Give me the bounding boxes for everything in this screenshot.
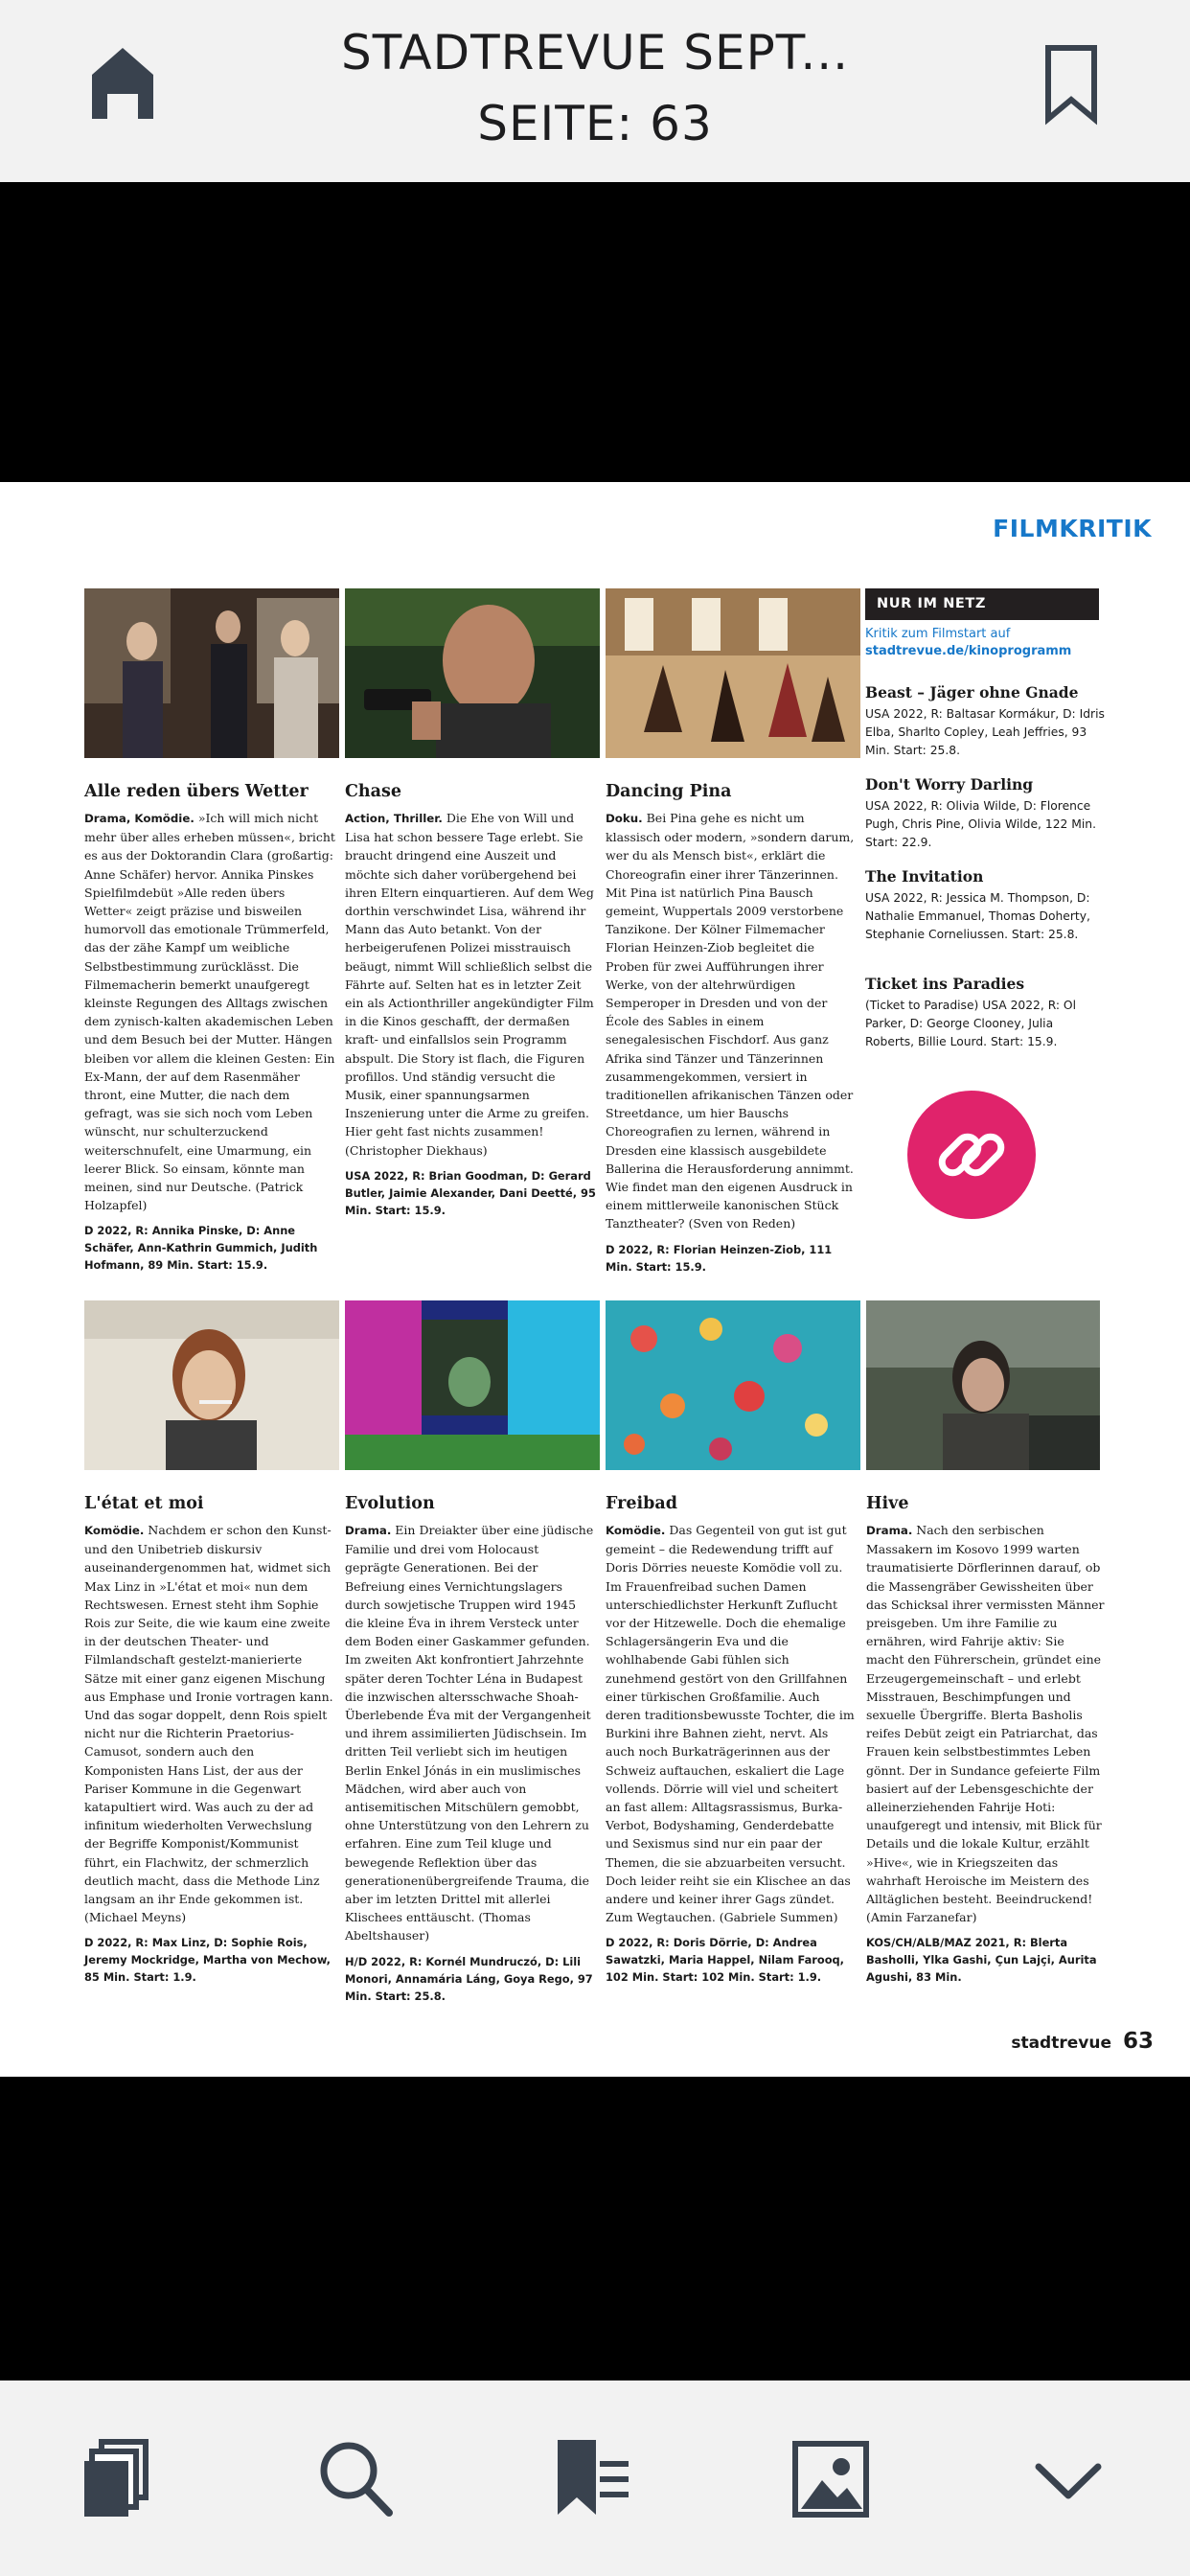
photo-chase (345, 588, 600, 758)
bookmark-icon (1035, 42, 1108, 128)
sidebar-item (865, 775, 1105, 852)
article-body (866, 1521, 1106, 1926)
photo-evolution (345, 1300, 600, 1470)
article-chase (345, 781, 596, 1219)
article-evolution (345, 1493, 596, 2005)
article-credits: D 2022, R: Florian Heinzen-Ziob, 111 Min. Start: 15.9. (606, 1242, 833, 1274)
bottom-toolbar (0, 2380, 1190, 2576)
online-url-link[interactable]: stadtrevue.de/kinoprogramm (865, 644, 1072, 658)
sidebar-item (865, 867, 1105, 944)
article-genre: Drama, Komödie. (84, 812, 195, 825)
article-title: L'état et moi (84, 1494, 204, 1513)
article-title: Hive (866, 1494, 909, 1513)
link-icon (907, 1091, 1036, 1219)
online-intro-text: Kritik zum Filmstart auf (865, 627, 1011, 641)
photo-dancing-pina (606, 588, 860, 758)
page-footer (1011, 2029, 1154, 2054)
sidebar-item-title: Don't Worry Darling (865, 775, 1034, 794)
article-genre: Action, Thriller. (345, 812, 443, 825)
article-letat-et-moi (84, 1493, 335, 1986)
photo-alle-reden (84, 588, 339, 758)
article-text: Das Gegenteil von gut ist gut gemeint – die Redewendung trifft auf Doris Dörries neueste Komödie voll zu. Im Frauenfreibad suchen Damen unterschiedlichster Herkunft Zuflucht vor der Hitzewelle. Doch die ehemalige Schlagersängerin Eva und die wohlhabende Gabi fühlen sich zunehmend gestört von den Grillfahnen einer türkischen Großfamilie. Auch deren traditionsbewusste Tochter, die im Burkini ihre Bahnen zieht, nervt. Als auch noch Burkaträgerinnen aus der Schweiz auftauchen, eskaliert die Lage vollends. Dörrie will viel und scheitert an fast allem: Alltagsrassismus, Burka-Verbot, Bodyshaming, Genderdebatte und Sexismus sind nur ein paar der Themen, die sie abzuarbeiten versucht. Doch leider reiht sie ein Klischee an das andere und keiner ihrer Gags zündet. Zum Wegtauchen. (Gabriele Summen) (606, 1523, 855, 1925)
web-link-badge[interactable] (907, 1091, 1036, 1219)
sidebar-item-info: (Ticket to Paradise) USA 2022, R: Ol Parker, D: George Clooney, Julia Roberts, Billie Lourd. Start: 15.9. (865, 999, 1077, 1048)
document-title-line1: STADTREVUE SEPT... (340, 25, 850, 80)
pages-button[interactable] (75, 2436, 161, 2522)
sidebar-item-info: USA 2022, R: Jessica M. Thompson, D: Nathalie Emmanuel, Thomas Doherty, Stephanie Corneliussen. Start: 25.8. (865, 891, 1090, 941)
article-text: Nach den serbischen Massakern im Kosovo 1999 warten traumatisierte Dörflerinnen darauf, ob die Massengräber Gewissheiten über das Schicksal ihrer vermissten Männer preisgeben. Um ihre Familie zu ernähren, wird Fahrije aktiv: Sie macht den Führerschein, gründet eine Erzeugergemeinschaft – und erlebt Misstrauen, Beschimpfungen und sexuelle Übergriffe. Blerta Basholis reifes Debüt zeigt ein Patriarchat, das Frauen kein selbstbestimmtes Leben gönnt. Der in Sundance gefeierte Film basiert auf der Lebensgeschichte der alleinerziehenden Fahrije Hoti: unaufgeregt und intensiv, mit Blick für Details und die lokale Kultur, erzählt »Hive«, wie in Kriegszeiten das wahrhaft Heroische im Meistern des Alltäglichen besteht. Beeindruckend! (Amin Farzanefar) (866, 1523, 1105, 1925)
footer-page-number: 63 (1122, 2029, 1154, 2054)
article-title: Dancing Pina (606, 782, 732, 801)
document-title (240, 17, 950, 159)
article-text: »Ich will mich nicht mehr über alles erheben müssen«, bricht es aus der Doktorandin Clara (großartig: Anne Schäfer) hervor. Annika Pinskes Spielfilmdebüt »Alle reden übers Wetter« zeigt präzise und bisweilen humorvoll das emotionale Trümmerfeld, das der zähe Kampf um weibliche Selbstbestimmung zurücklässt. Die Filmemacherin bemerkt unaufgeregt kleinste Regungen des Alltags zwischen dem zynisch-kalten akademischen Leben und dem Besuch bei der Mutter. Hängen bleiben vor allem die kleinen Gesten: Ein Ex-Mann, der auf dem Rasenmäher thront, eine Mutter, die nach dem gefragt, was sie sich noch vom Leben wünscht, nur schulterzuckend weiterschnufelt, eine Umarmung, ein leerer Blick. So einsam, könnte man meinen, sind nur Deutsche. (Patrick Holzapfel) (84, 811, 335, 1213)
article-genre: Doku. (606, 812, 643, 825)
article-dancing-pina (606, 781, 857, 1276)
photo-hive (866, 1300, 1100, 1470)
article-freibad (606, 1493, 857, 1986)
article-title: Freibad (606, 1494, 677, 1513)
sidebar-item-title: Beast – Jäger ohne Gnade (865, 683, 1079, 702)
pages-icon (75, 2436, 161, 2522)
top-bar (0, 0, 1190, 182)
article-credits: KOS/CH/ALB/MAZ 2021, R: Blerta Basholli, Ylka Gashi, Çun Lajçi, Aurita Agushi, 83 Min. (866, 1936, 1097, 1985)
article-title: Evolution (345, 1494, 435, 1513)
article-credits: D 2022, R: Max Linz, D: Sophie Rois, Jeremy Mockridge, Martha von Mechow, 85 Min. Start: 1.9. (84, 1936, 331, 1985)
article-body (345, 1521, 596, 1945)
article-hive (866, 1493, 1106, 1986)
search-button[interactable] (312, 2436, 399, 2522)
image-button[interactable] (788, 2436, 874, 2522)
photo-letat-et-moi (84, 1300, 339, 1470)
bookmark-button[interactable] (1035, 42, 1108, 128)
document-page-indicator: SEITE: 63 (477, 96, 713, 151)
article-body (84, 809, 335, 1214)
article-credits: D 2022, R: Annika Pinske, D: Anne Schäfer, Ann-Kathrin Gummich, Judith Hofmann, 89 Min. Start: 15.9. (84, 1224, 318, 1273)
magazine-page (0, 482, 1190, 2077)
article-body (345, 809, 596, 1160)
article-body (84, 1521, 335, 1926)
home-icon (86, 42, 159, 128)
sidebar-item-title: Ticket ins Paradies (865, 975, 1025, 993)
article-credits: H/D 2022, R: Kornél Mundruczó, D: Lili Monori, Annamária Láng, Goya Rego, 97 Min. Start: 25.8. (345, 1954, 593, 2003)
article-body (606, 809, 857, 1233)
sidebar-item (865, 683, 1105, 760)
article-title: Chase (345, 782, 401, 801)
section-label: FILMKRITIK (993, 515, 1152, 542)
bookmarks-list-button[interactable] (550, 2436, 636, 2522)
footer-brand: stadtrevue (1011, 2034, 1111, 2053)
article-alle-reden (84, 781, 335, 1274)
article-credits: D 2022, R: Doris Dörrie, D: Andrea Sawatzki, Maria Happel, Nilam Farooq, 102 Min. Start: 102 Min. Start: 1.9. (606, 1936, 845, 1985)
sidebar-item (865, 975, 1105, 1051)
photo-freibad (606, 1300, 860, 1470)
online-box-label: NUR IM NETZ (877, 596, 987, 611)
chevron-down-icon (1025, 2436, 1111, 2522)
article-text: Bei Pina gehe es nicht um klassisch oder modern, »sondern darum, wer du als Mensch bist«, erklärt die Choreografin einer ihrer Tänzerinnen. Mit Pina ist natürlich Pina Bausch gemeint, Wuppertals 2009 verstorbene Tanzikone. Der Kölner Filmemacher Florian Heinzen-Ziob begleitet die Proben für zwei Aufführungen ihrer Werke, von der altehrwürdigen Semperoper in Dresden und von der École des Sables in einem senegalesischen Fischdorf. Aus ganz Afrika sind Tänzer und Tänzerinnen zusammengekommen, versiert in traditionellen afrikanischen Tänzen oder Streetdance, um hier Bauschs Choreografien zu lernen, während in Dresden eine klassisch ausgebildete Ballerina die Herausforderung annimmt. Wie findet man den eigenen Ausdruck in einem mittlerweile kanonischen Stück Tanztheater? (Sven von Reden) (606, 811, 855, 1231)
article-genre: Drama. (866, 1524, 913, 1537)
bookmarks-list-icon (550, 2436, 636, 2522)
article-text: Nachdem er schon den Kunst- und den Unibetrieb diskursiv auseinandergenommen hat, widmet sich Max Linz in »L'état et moi« nun dem Rechtswesen. Ernest steht ihm Sophie Rois zur Seite, die wie kaum eine zweite in der deutschen Theater- und Filmlandschaft gestelzt-manierierte Sätze mit einer ganz eigenen Mischung aus Emphase und Ironie vortragen kann. Und das sogar doppelt, denn Rois spielt nicht nur die Richterin Praetorius-Camusot, sondern auch den Komponisten Hans List, der aus der Pariser Kommune in die Gegenwart katapultiert wird. Was auch zu der ad infinitum wiederholten Verwechslung der Begriffe Komponist/Kommunist führt, ein Flachwitz, der schmerzlich deutlich macht, dass die Methode Linz langsam an ihr Ende gekommen ist. (Michael Meyns) (84, 1523, 333, 1925)
sidebar-item-info: USA 2022, R: Baltasar Kormákur, D: Idris Elba, Sharlto Copley, Leah Jeffries, 93 Min. Start: 25.8. (865, 707, 1105, 757)
article-text: Ein Dreiakter über eine jüdische Familie und drei vom Holocaust geprägte Generationen. Bei der Befreiung eines Vernichtungslagers durch sowjetische Truppen wird 1945 die kleine Éva in ihrem Versteck unter dem Boden einer Gaskammer gefunden. Im zweiten Akt konfrontiert Jahrzehnte später deren Tochter Léna in Budapest die inzwischen altersschwache Shoah-Überlebende Éva mit der Vergangenheit und ihrem assimilierten Jüdischsein. Im dritten Teil verliebt sich im heutigen Berlin Enkel Jónás in ein muslimisches Mädchen, wird aber auch von antisemitischen Mitschülern gemobbt, ohne Unterstützung von den Lehrern zu erfahren. Eine zum Teil kluge und bewegende Reflektion über das generationenübergreifende Trauma, die aber im letzten Drittel mit allerlei Klischees enttäuscht. (Thomas Abeltshauser) (345, 1523, 594, 1944)
sidebar-item-info: USA 2022, R: Olivia Wilde, D: Florence Pugh, Chris Pine, Olivia Wilde, 122 Min. Start: 22.9. (865, 799, 1096, 849)
online-intro (865, 626, 1105, 660)
sidebar-item-title: The Invitation (865, 867, 984, 886)
online-box (865, 588, 1099, 620)
search-icon (312, 2436, 399, 2522)
image-icon (788, 2436, 874, 2522)
article-text: Die Ehe von Will und Lisa hat schon bessere Tage erlebt. Sie braucht dringend eine Auszeit und möchte sich daher vorübergehend bei ihren Eltern einquartieren. Auf dem Weg dorthin verschwindet Lisa, während ihr Mann das Auto betankt. Von der herbeigerufenen Polizei misstrauisch beäugt, nimmt Will schließlich selbst die Fährte auf. Selten hat es in letzter Zeit ein als Actionthriller angekündigter Film in die Kinos geschafft, der dermaßen kraft- und einfallslos sein Programm abspult. Die Story ist flach, die Figuren profillos. Und ständig versucht die Musik, einer spannungsarmen Inszenierung unter die Arme zu greifen. Hier geht fast nichts zusammen! (Christopher Diekhaus) (345, 811, 594, 1158)
article-credits: USA 2022, R: Brian Goodman, D: Gerard Butler, Jaimie Alexander, Dani Deetté, 95 Min. Start: 15.9. (345, 1168, 596, 1217)
article-genre: Drama. (345, 1524, 392, 1537)
article-genre: Komödie. (84, 1524, 145, 1537)
article-genre: Komödie. (606, 1524, 666, 1537)
home-button[interactable] (86, 42, 159, 128)
article-title: Alle reden übers Wetter (84, 782, 309, 801)
collapse-button[interactable] (1025, 2436, 1111, 2522)
article-body (606, 1521, 857, 1926)
